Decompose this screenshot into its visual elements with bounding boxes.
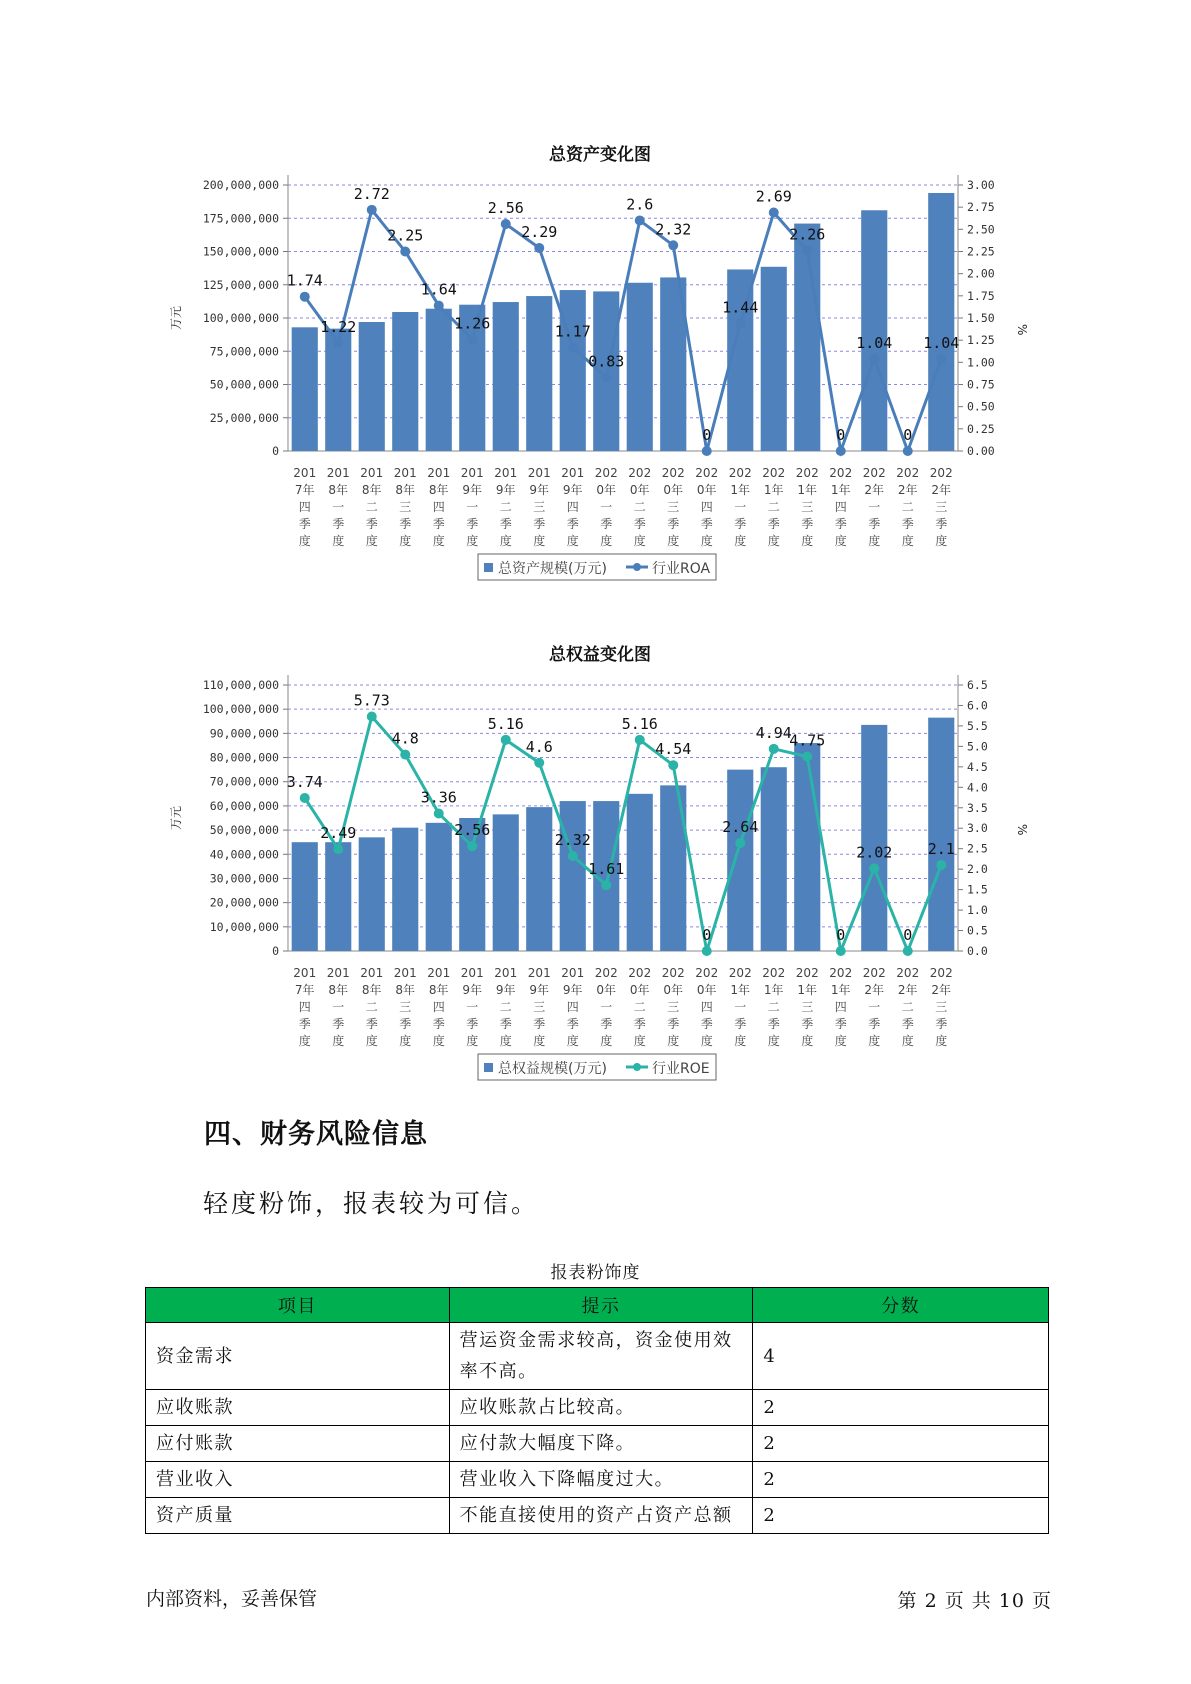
legend-line-label: 行业ROA bbox=[652, 561, 711, 577]
line-point bbox=[300, 793, 310, 803]
left-tick-label: 0 bbox=[272, 444, 279, 458]
data-label: 2.6 bbox=[626, 195, 654, 214]
left-tick-label: 50,000,000 bbox=[209, 823, 279, 838]
table-cell-score: 4 bbox=[753, 1323, 1049, 1390]
legend-bar-swatch bbox=[484, 1063, 493, 1072]
data-label: 2.56 bbox=[454, 821, 491, 840]
table-header-row bbox=[146, 1288, 1049, 1323]
bar bbox=[493, 302, 519, 451]
line-point bbox=[367, 205, 377, 215]
category-label: 202 1年四季度 bbox=[829, 966, 853, 1048]
left-tick-label: 150,000,000 bbox=[202, 244, 279, 259]
data-label: 2.49 bbox=[320, 824, 357, 843]
left-tick-label: 80,000,000 bbox=[209, 750, 279, 765]
data-label: 2.29 bbox=[521, 222, 558, 241]
category-label: 201 9年二季度 bbox=[494, 466, 518, 548]
bar bbox=[493, 814, 519, 951]
line-point bbox=[735, 838, 745, 848]
bar bbox=[928, 718, 954, 951]
category-label: 202 1年三季度 bbox=[795, 466, 819, 548]
line-point bbox=[300, 292, 310, 302]
table-cell-hint: 营业收入下降幅度过大。 bbox=[449, 1462, 753, 1498]
category-label: 201 9年二季度 bbox=[494, 966, 518, 1048]
data-label: 3.74 bbox=[286, 772, 323, 791]
category-label: 202 2年一季度 bbox=[862, 466, 886, 548]
bar bbox=[928, 193, 954, 451]
legend-bar-label: 总资产规模(万元) bbox=[498, 561, 607, 577]
right-tick-label: 1.25 bbox=[967, 333, 995, 348]
right-tick-label: 0.5 bbox=[967, 923, 988, 938]
line-point bbox=[769, 744, 779, 754]
category-label: 201 9年一季度 bbox=[460, 966, 484, 1048]
line-point bbox=[534, 758, 544, 768]
line-point bbox=[903, 446, 913, 456]
category-label: 201 9年四季度 bbox=[561, 466, 585, 548]
data-label: 2.25 bbox=[387, 226, 424, 245]
line-point bbox=[501, 735, 511, 745]
right-axis-title: % bbox=[1015, 324, 1029, 336]
line-point bbox=[400, 750, 410, 760]
table-cell-item: 资金需求 bbox=[146, 1323, 450, 1390]
category-label: 202 2年三季度 bbox=[929, 466, 953, 548]
data-label: 4.94 bbox=[755, 723, 792, 742]
line-point bbox=[501, 219, 511, 229]
left-tick-label: 100,000,000 bbox=[202, 702, 279, 717]
section-heading: 四、财务风险信息 bbox=[204, 1119, 428, 1150]
line-point bbox=[467, 841, 477, 851]
data-label: 4.75 bbox=[789, 731, 826, 750]
data-label: 0 bbox=[903, 426, 913, 444]
data-label: 2.26 bbox=[789, 225, 826, 244]
line-point bbox=[936, 354, 946, 364]
line-point bbox=[534, 243, 544, 253]
data-label: 1.74 bbox=[286, 271, 323, 290]
data-label: 4.6 bbox=[525, 737, 553, 756]
right-tick-label: 6.0 bbox=[967, 698, 988, 713]
legend-bar-label: 总权益规模(万元) bbox=[498, 1061, 607, 1077]
right-tick-label: 2.0 bbox=[967, 862, 988, 877]
line-point bbox=[936, 860, 946, 870]
table-row bbox=[146, 1426, 1049, 1462]
table-row bbox=[146, 1323, 1049, 1390]
line-point bbox=[601, 880, 611, 890]
category-label: 201 7年四季度 bbox=[293, 966, 317, 1048]
right-tick-label: 5.0 bbox=[967, 739, 988, 754]
category-label: 201 8年四季度 bbox=[427, 466, 451, 548]
data-label: 2.02 bbox=[856, 843, 893, 862]
left-tick-label: 20,000,000 bbox=[209, 895, 279, 910]
right-tick-label: 5.5 bbox=[967, 718, 988, 733]
right-tick-label: 0.00 bbox=[967, 444, 995, 458]
chart-title: 总资产变化图 bbox=[549, 145, 651, 165]
left-tick-label: 90,000,000 bbox=[209, 726, 279, 741]
bar bbox=[627, 283, 653, 451]
category-label: 202 2年二季度 bbox=[896, 966, 920, 1048]
line-point bbox=[869, 863, 879, 873]
data-label: 1.61 bbox=[588, 860, 625, 879]
line-point bbox=[802, 752, 812, 762]
data-label: 0 bbox=[702, 926, 712, 944]
line-point bbox=[702, 446, 712, 456]
right-tick-label: 0.75 bbox=[967, 377, 995, 392]
right-tick-label: 2.25 bbox=[967, 244, 995, 259]
line-point bbox=[333, 844, 343, 854]
right-tick-label: 1.0 bbox=[967, 903, 988, 918]
right-tick-label: 0.0 bbox=[967, 944, 988, 958]
line-point bbox=[836, 446, 846, 456]
line-point bbox=[400, 247, 410, 257]
table-cell-item: 应付账款 bbox=[146, 1426, 450, 1462]
bar bbox=[426, 823, 452, 951]
section-summary: 轻度粉饰，报表较为可信。 bbox=[203, 1189, 540, 1218]
category-label: 202 2年二季度 bbox=[896, 466, 920, 548]
category-label: 202 1年二季度 bbox=[762, 466, 786, 548]
bar bbox=[560, 801, 586, 951]
left-tick-label: 60,000,000 bbox=[209, 798, 279, 813]
left-tick-label: 10,000,000 bbox=[209, 919, 279, 934]
bar bbox=[325, 842, 351, 951]
table-header-cell: 提示 bbox=[449, 1288, 753, 1323]
left-tick-label: 40,000,000 bbox=[209, 847, 279, 862]
category-label: 201 9年三季度 bbox=[527, 966, 551, 1048]
left-axis-title: 万元 bbox=[169, 805, 183, 830]
data-label: 1.22 bbox=[320, 317, 357, 336]
left-tick-label: 125,000,000 bbox=[202, 277, 279, 292]
category-label: 202 0年一季度 bbox=[594, 466, 618, 548]
bar bbox=[359, 322, 385, 451]
right-tick-label: 4.5 bbox=[967, 759, 988, 774]
left-tick-label: 100,000,000 bbox=[202, 311, 279, 325]
bar bbox=[861, 725, 887, 951]
bar bbox=[727, 770, 753, 951]
left-tick-label: 175,000,000 bbox=[202, 211, 279, 226]
category-label: 201 7年四季度 bbox=[293, 466, 317, 548]
right-tick-label: 4.0 bbox=[967, 780, 988, 795]
line-point bbox=[367, 712, 377, 722]
line-point bbox=[333, 338, 343, 348]
table-cell-score: 2 bbox=[753, 1498, 1049, 1534]
data-label: 5.16 bbox=[487, 714, 524, 733]
risk-table bbox=[145, 1287, 1049, 1534]
data-label: 2.69 bbox=[755, 187, 792, 206]
table-cell-score: 2 bbox=[753, 1390, 1049, 1426]
line-point bbox=[802, 246, 812, 256]
table-cell-item: 资产质量 bbox=[146, 1498, 450, 1534]
right-tick-label: 2.75 bbox=[967, 200, 995, 215]
data-label: 1.17 bbox=[554, 322, 591, 341]
category-label: 202 2年一季度 bbox=[862, 966, 886, 1048]
bar bbox=[560, 290, 586, 451]
chart-title: 总权益变化图 bbox=[549, 645, 651, 665]
legend-line-marker bbox=[633, 1063, 641, 1071]
total-assets-chart-svg bbox=[0, 140, 1191, 600]
right-tick-label: 1.5 bbox=[967, 882, 988, 897]
data-label: 0.83 bbox=[588, 352, 625, 371]
category-label: 202 1年一季度 bbox=[728, 466, 752, 548]
left-tick-label: 0 bbox=[272, 944, 279, 958]
line-point bbox=[869, 354, 879, 364]
right-tick-label: 2.00 bbox=[967, 266, 995, 281]
right-tick-label: 1.50 bbox=[967, 311, 995, 325]
line-point bbox=[434, 808, 444, 818]
line-point bbox=[568, 851, 578, 861]
bar bbox=[359, 837, 385, 951]
data-label: 1.64 bbox=[420, 280, 457, 299]
left-tick-label: 70,000,000 bbox=[209, 774, 279, 789]
data-label: 5.16 bbox=[621, 714, 658, 733]
line-point bbox=[903, 946, 913, 956]
left-tick-label: 50,000,000 bbox=[209, 377, 279, 392]
category-label: 202 0年四季度 bbox=[695, 966, 719, 1048]
category-label: 202 0年四季度 bbox=[695, 466, 719, 548]
data-label: 0 bbox=[903, 926, 913, 944]
table-cell-item: 应收账款 bbox=[146, 1390, 450, 1426]
footer-page-number: 第 2 页 共 10 页 bbox=[897, 1590, 1052, 1612]
data-label: 4.54 bbox=[655, 740, 692, 759]
data-label: 2.56 bbox=[487, 199, 524, 218]
data-label: 5.73 bbox=[353, 691, 390, 710]
data-label: 4.8 bbox=[391, 729, 419, 748]
line-point bbox=[702, 946, 712, 956]
right-tick-label: 0.25 bbox=[967, 421, 995, 436]
right-tick-label: 2.50 bbox=[967, 222, 995, 237]
data-label: 2.1 bbox=[927, 840, 955, 859]
table-row bbox=[146, 1498, 1049, 1534]
data-label: 0 bbox=[702, 426, 712, 444]
data-label: 2.32 bbox=[554, 831, 591, 850]
bar bbox=[794, 743, 820, 951]
data-label: 1.44 bbox=[722, 298, 759, 317]
bar bbox=[526, 296, 552, 451]
left-tick-label: 30,000,000 bbox=[209, 871, 279, 886]
right-axis-title: % bbox=[1015, 824, 1029, 836]
category-label: 201 9年四季度 bbox=[561, 966, 585, 1048]
table-cell-score: 2 bbox=[753, 1426, 1049, 1462]
right-tick-label: 6.5 bbox=[967, 678, 988, 692]
total-equity-chart bbox=[0, 640, 1191, 1104]
category-label: 201 8年四季度 bbox=[427, 966, 451, 1048]
category-label: 202 0年二季度 bbox=[628, 966, 652, 1048]
line-point bbox=[434, 301, 444, 311]
data-label: 2.64 bbox=[722, 817, 759, 836]
legend-line-marker bbox=[633, 563, 641, 571]
category-label: 201 9年三季度 bbox=[527, 466, 551, 548]
category-label: 201 8年三季度 bbox=[393, 966, 417, 1048]
left-axis-title: 万元 bbox=[169, 305, 183, 330]
bar bbox=[861, 210, 887, 451]
left-tick-label: 25,000,000 bbox=[209, 410, 279, 425]
table-header-cell: 分数 bbox=[753, 1288, 1049, 1323]
table-row bbox=[146, 1462, 1049, 1498]
bar bbox=[292, 842, 318, 951]
line-point bbox=[769, 207, 779, 217]
category-label: 202 0年三季度 bbox=[661, 466, 685, 548]
data-label: 1.26 bbox=[454, 314, 491, 333]
line-point bbox=[601, 372, 611, 382]
table-cell-hint: 应收账款占比较高。 bbox=[449, 1390, 753, 1426]
right-tick-label: 1.00 bbox=[967, 355, 995, 370]
line-point bbox=[668, 760, 678, 770]
bar bbox=[292, 327, 318, 451]
data-label: 3.36 bbox=[420, 788, 457, 807]
category-label: 202 0年二季度 bbox=[628, 466, 652, 548]
line-point bbox=[668, 240, 678, 250]
footer-confidential: 内部资料，妥善保管 bbox=[146, 1588, 318, 1610]
table-cell-hint: 应付款大幅度下降。 bbox=[449, 1426, 753, 1462]
bar bbox=[392, 312, 418, 451]
bar bbox=[761, 267, 787, 451]
left-tick-label: 110,000,000 bbox=[202, 678, 279, 692]
bar bbox=[627, 794, 653, 951]
category-label: 201 8年二季度 bbox=[360, 466, 384, 548]
category-label: 201 8年一季度 bbox=[326, 966, 350, 1048]
right-tick-label: 1.75 bbox=[967, 288, 995, 303]
table-caption: 报表粉饰度 bbox=[550, 1263, 641, 1283]
table-header-cell: 项目 bbox=[146, 1288, 450, 1323]
line-point bbox=[635, 735, 645, 745]
table-cell-hint: 不能直接使用的资产占资产总额 bbox=[449, 1498, 753, 1534]
line-point bbox=[467, 334, 477, 344]
category-label: 202 2年三季度 bbox=[929, 966, 953, 1048]
bar bbox=[526, 807, 552, 951]
category-label: 202 1年三季度 bbox=[795, 966, 819, 1048]
right-tick-label: 2.5 bbox=[967, 841, 988, 856]
category-label: 201 8年三季度 bbox=[393, 466, 417, 548]
table-row bbox=[146, 1390, 1049, 1426]
category-label: 202 1年四季度 bbox=[829, 466, 853, 548]
bar bbox=[426, 309, 452, 451]
legend-line-label: 行业ROE bbox=[652, 1061, 710, 1077]
line-point bbox=[735, 318, 745, 328]
total-assets-chart bbox=[0, 140, 1191, 604]
right-tick-label: 3.0 bbox=[967, 821, 988, 836]
table-cell-score: 2 bbox=[753, 1462, 1049, 1498]
line-point bbox=[635, 215, 645, 225]
category-label: 202 1年二季度 bbox=[762, 966, 786, 1048]
right-tick-label: 0.50 bbox=[967, 399, 995, 414]
category-label: 201 8年一季度 bbox=[326, 466, 350, 548]
data-label: 2.72 bbox=[353, 184, 390, 203]
line-point bbox=[568, 342, 578, 352]
bar bbox=[761, 767, 787, 951]
legend-bar-swatch bbox=[484, 563, 493, 572]
data-label: 1.04 bbox=[923, 333, 960, 352]
right-tick-label: 3.00 bbox=[967, 178, 995, 192]
left-tick-label: 200,000,000 bbox=[202, 178, 279, 192]
left-tick-label: 75,000,000 bbox=[209, 344, 279, 359]
table-cell-hint: 营运资金需求较高，资金使用效率不高。 bbox=[449, 1323, 753, 1390]
data-label: 1.04 bbox=[856, 333, 893, 352]
data-label: 0 bbox=[836, 426, 846, 444]
category-label: 202 1年一季度 bbox=[728, 966, 752, 1048]
category-label: 202 0年一季度 bbox=[594, 966, 618, 1048]
table-cell-item: 营业收入 bbox=[146, 1462, 450, 1498]
line-point bbox=[836, 946, 846, 956]
right-tick-label: 3.5 bbox=[967, 800, 988, 815]
category-label: 201 8年二季度 bbox=[360, 966, 384, 1048]
category-label: 202 0年三季度 bbox=[661, 966, 685, 1048]
data-label: 2.32 bbox=[655, 220, 692, 239]
category-label: 201 9年一季度 bbox=[460, 466, 484, 548]
data-label: 0 bbox=[836, 926, 846, 944]
total-equity-chart-svg bbox=[0, 640, 1191, 1100]
bar bbox=[392, 828, 418, 951]
